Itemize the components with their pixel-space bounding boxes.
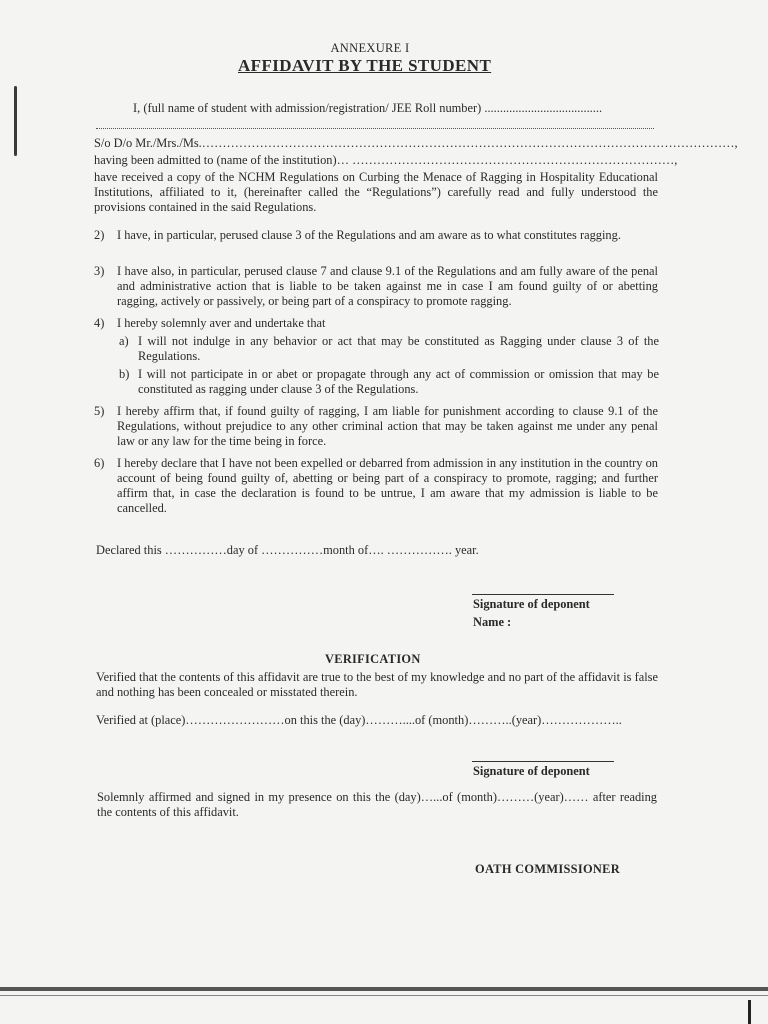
solemnly-affirmed-text: Solemnly affirmed and signed in my presence on this the (day)…...of (month)………(year)…… after reading the contents of this affidavit.: [97, 790, 657, 819]
subclause-b-text: I will not participate in or abet or propagate through any act of commission or omission that may be constituted as ragging under clause 3 of the Regulations.: [138, 367, 659, 396]
verification-heading: VERIFICATION: [325, 652, 421, 666]
subclause-a-text: I will not indulge in any behavior or act that may be constituted as Ragging under clause 3 of the Regulations.: [138, 334, 659, 363]
clause-3-text: I have also, in particular, perused clause 7 and clause 9.1 of the Regulations and am fully aware of the penal and administrative action that is liable to be taken against me in case I am found guilty of or abetting ragging, actively or passively, or being part of a conspiracy to promote ragging.: [117, 264, 658, 308]
intro-paragraph: have received a copy of the NCHM Regulations on Curbing the Menace of Ragging in Hospitality Educational Institutions, affiliated to it, (hereinafter called the “Regulations”) carefully read and fully understood the provisions contained in the said Regulations.: [94, 170, 658, 214]
intro-line-3: having been admitted to (name of the institution)… ……………………………………………………………………,: [94, 153, 678, 167]
clause-number: 3): [94, 264, 105, 278]
clause-number: 4): [94, 316, 105, 330]
clause-number: 5): [94, 404, 105, 418]
clause-number: 6): [94, 456, 105, 470]
annexure-label: ANNEXURE I: [330, 41, 410, 55]
declared-line: Declared this ……………day of ……………month of…. ……………. year.: [96, 543, 479, 557]
signature-line: [472, 594, 614, 595]
verified-at-line: Verified at (place)……………………on this the (day)………....of (month)………..(year)………………..: [96, 713, 622, 727]
clause-5-text: I hereby affirm that, if found guilty of ragging, I am liable for punishment according to clause 9.1 of the Regulations, without prejudice to any other criminal action that may be taken against me under any penal law or any law for the time being in force.: [117, 404, 658, 448]
edge-mark: [748, 1000, 751, 1024]
signature-label: Signature of deponent: [473, 764, 590, 778]
document-title: AFFIDAVIT BY THE STUDENT: [238, 56, 492, 75]
clause-2-text: I have, in particular, perused clause 3 of the Regulations and am aware as to what constitutes ragging.: [117, 228, 621, 242]
margin-mark: [14, 86, 17, 156]
signature-line: [472, 761, 614, 762]
subclause-letter: a): [119, 334, 129, 348]
intro-line-2: S/o D/o Mr./Mrs./Ms.…………………………………………………………………………………………………………………,: [94, 136, 738, 150]
subclause-letter: b): [119, 367, 130, 381]
fill-in-line: [96, 128, 654, 129]
intro-line-1: I, (full name of student with admission/registration/ JEE Roll number) ......................................: [133, 101, 603, 115]
verification-text: Verified that the contents of this affidavit are true to the best of my knowledge and no part of the affidavit is false and nothing has been concealed or misstated therein.: [96, 670, 658, 699]
clause-6-text: I hereby declare that I have not been expelled or debarred from admission in any institution in the country on account of being found guilty of, abetting or being part of a conspiracy to promote, ragging; and further affirm that, in case the declaration is found to be untrue, I am aware that my admission is liable to be cancelled.: [117, 456, 658, 515]
page-edge-bar: [0, 987, 768, 991]
name-label: Name :: [473, 615, 512, 629]
signature-label: Signature of deponent: [473, 597, 590, 611]
clause-number: 2): [94, 228, 105, 242]
oath-commissioner-label: OATH COMMISSIONER: [475, 862, 620, 876]
clause-4-text: I hereby solemnly aver and undertake that: [117, 316, 326, 330]
page-edge-line: [0, 995, 768, 996]
